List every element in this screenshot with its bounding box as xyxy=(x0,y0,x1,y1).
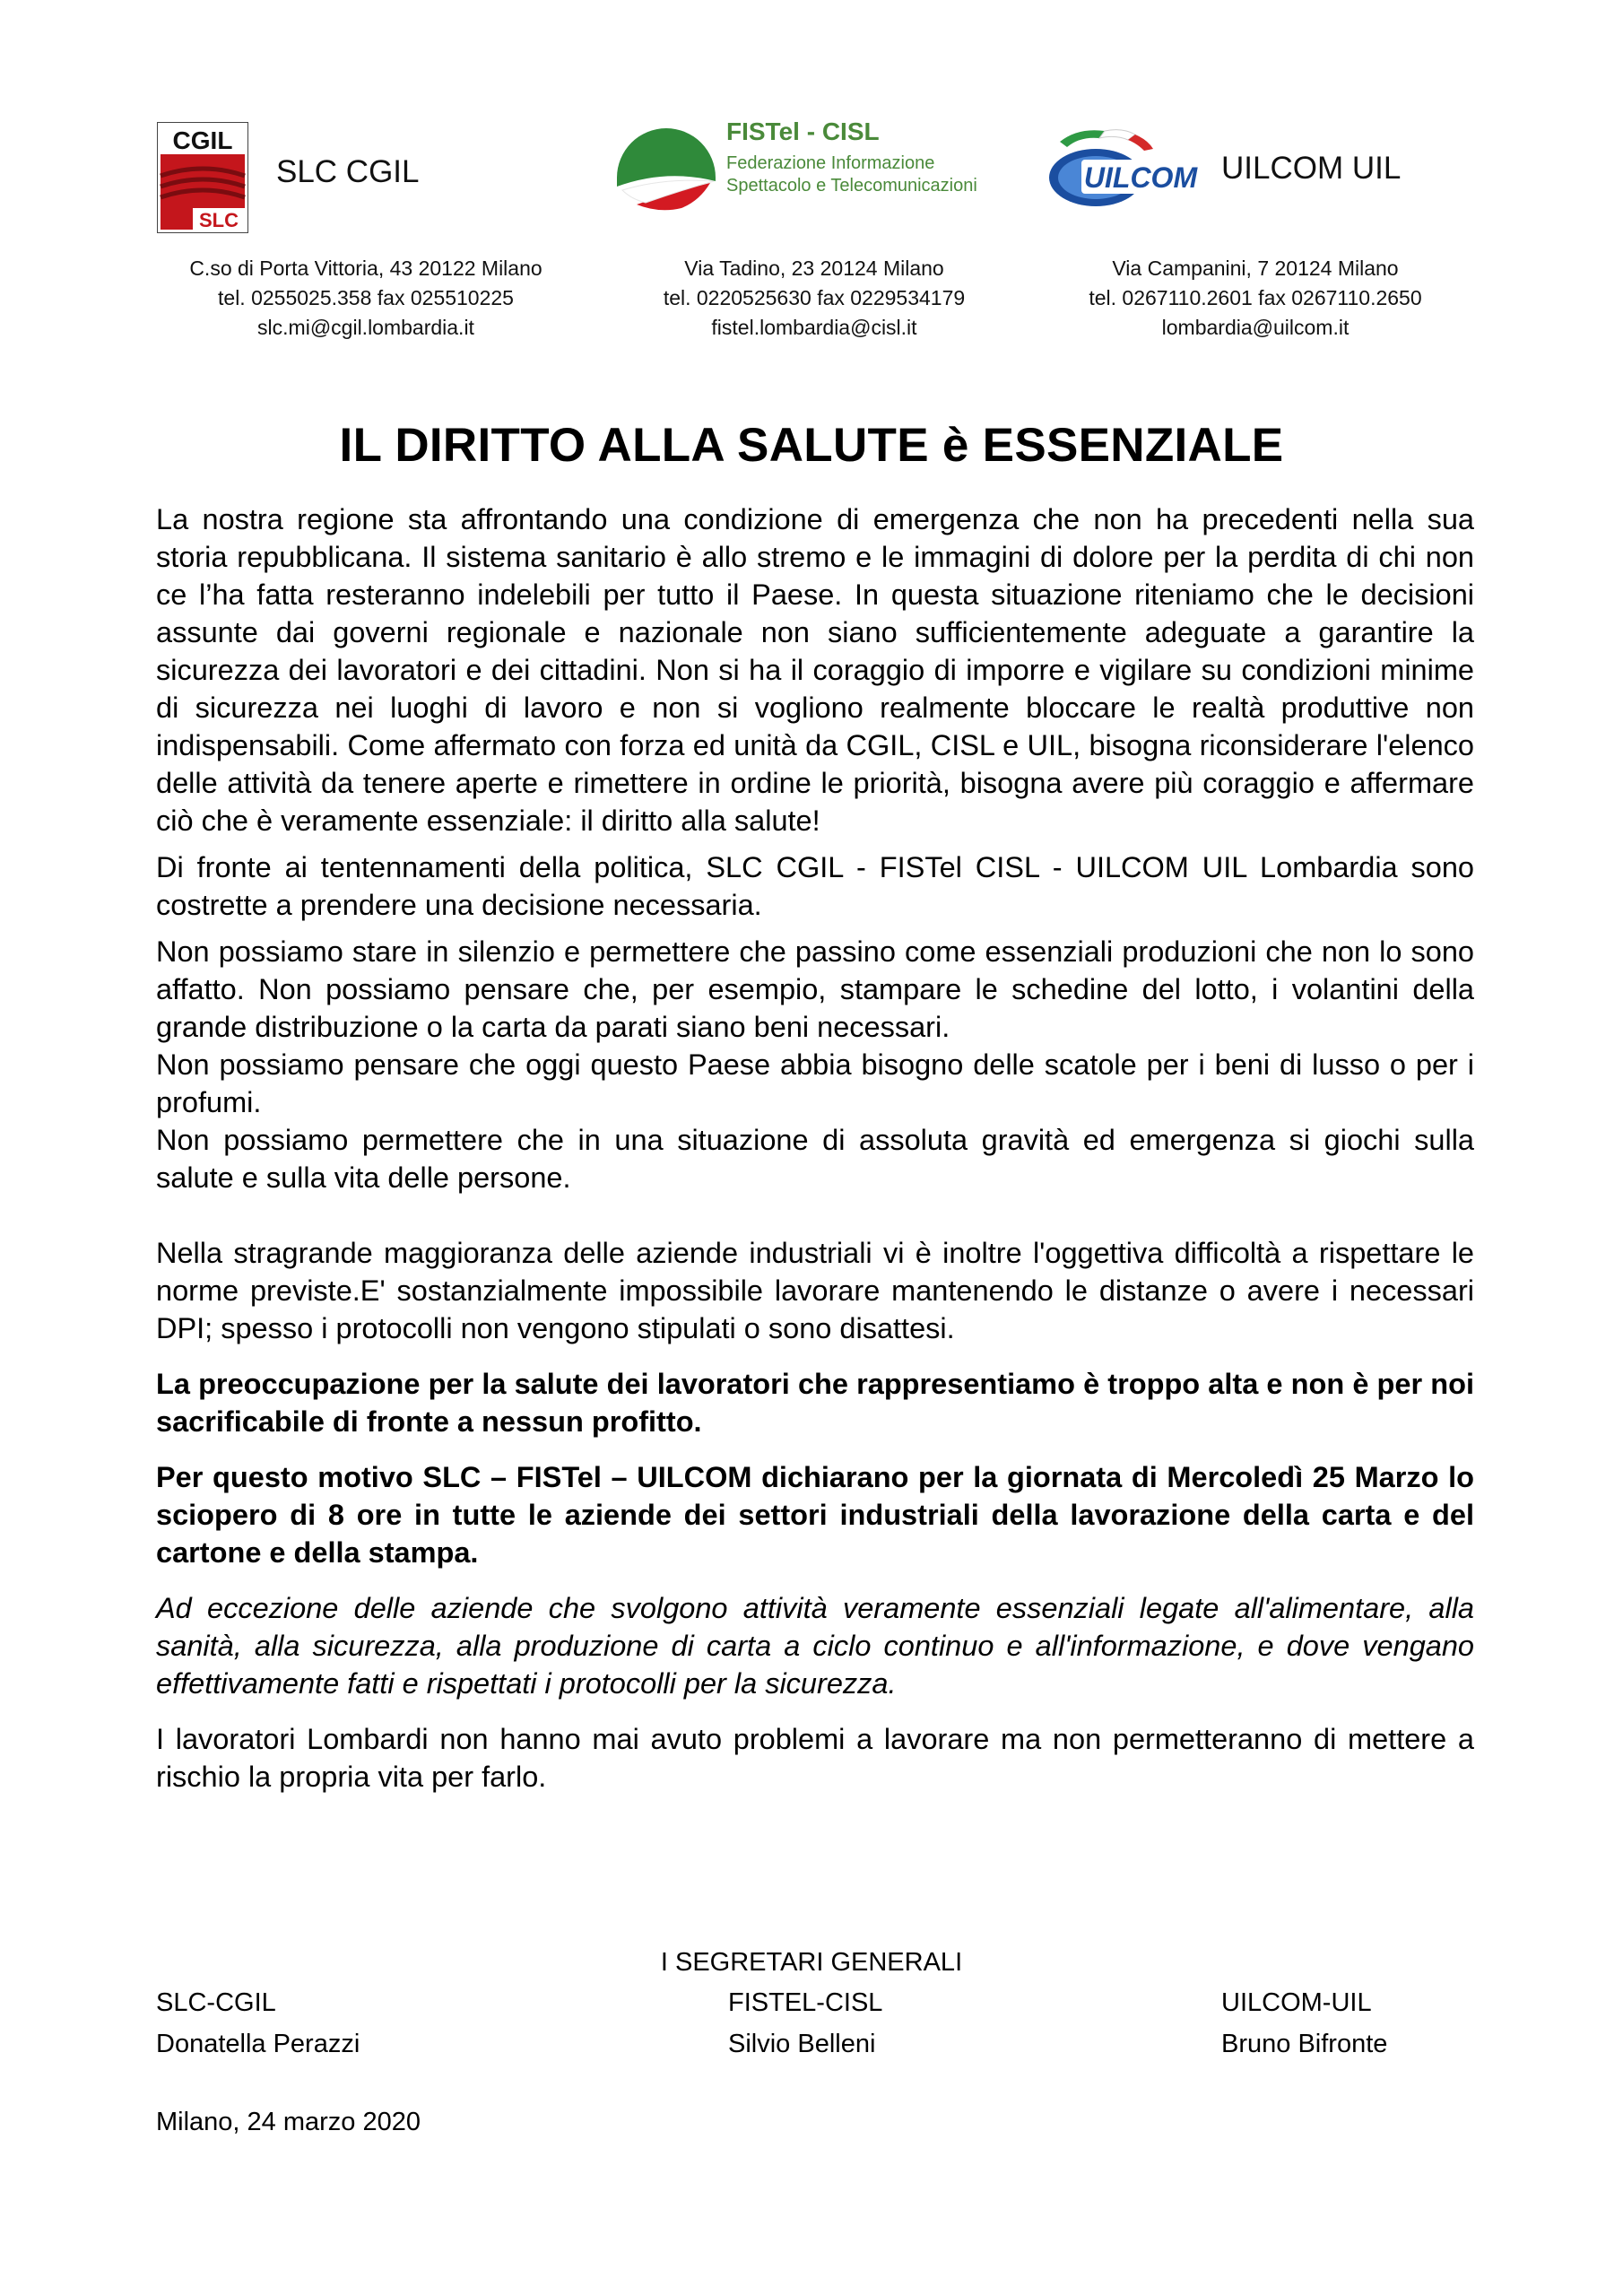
slc-logo-text: SLC xyxy=(199,209,239,231)
uilcom-uil-name: UILCOM UIL xyxy=(1221,151,1402,186)
signature-slc-cgil xyxy=(156,1982,360,2065)
cisl-logo xyxy=(610,115,723,228)
paragraph-9-exceptions: Ad eccezione delle aziende che svolgono attività veramente essenziali legate all'alimentare, alla sanità, alla sicurezza, alla produzione di carta a ciclo continuo e all'informazione, e dove vengano effettivamente fatti e rispettati i protocolli per la sicurezza. xyxy=(156,1592,1474,1700)
signature-org: SLC-CGIL xyxy=(156,1988,276,2017)
signature-name: Donatella Perazzi xyxy=(156,2030,360,2058)
signature-org: UILCOM-UIL xyxy=(1221,1988,1372,2017)
uilcom-logo xyxy=(1042,124,1203,213)
paragraph-4: Non possiamo pensare che oggi questo Paese abbia bisogno delle scatole per i beni di lusso o per i profumi. xyxy=(156,1048,1474,1118)
paragraph-1: La nostra regione sta affrontando una condizione di emergenza che non ha precedenti nella sua storia repubblicana. Il sistema sanitario è allo stremo e le immagini di dolore per la perdita di chi non ce l’ha fatta resteranno indelebili per tutto il Paese. In questa situazione riteniamo che le decisioni assunte dai governi regionale e nazionale non siano sufficientemente adeguate a garantire la sicurezza dei lavoratori e dei cittadini. Non si ha il coraggio di imporre e vigilare su condizioni minime di sicurezza nei luoghi di lavoro e non si vogliono realmente bloccare le realtà produttive non indispensabili. Come affermato con forza ed unità da CGIL, CISL e UIL, bisogna riconsiderare l'elenco delle attività da tenere aperte e rimettere in ordine le priorità, bisogna avere più coraggio e affermare ciò che è veramente essenziale: il diritto alla salute! xyxy=(156,503,1474,837)
uilcom-uil-address: Via Campanini, 7 20124 Milano xyxy=(1112,257,1399,280)
fistel-cisl-contact xyxy=(581,254,1047,343)
slc-cgil-address: C.so di Porta Vittoria, 43 20122 Milano xyxy=(189,257,542,280)
paragraph-10: I lavoratori Lombardi non hanno mai avuto problemi a lavorare ma non permetteranno di mettere a rischio la propria vita per farlo. xyxy=(156,1723,1474,1793)
signature-uilcom-uil xyxy=(1221,1982,1387,2065)
place-and-date: Milano, 24 marzo 2020 xyxy=(156,2108,421,2136)
fistel-cisl-title: FISTel - CISL xyxy=(726,117,880,145)
fistel-cisl-address: Via Tadino, 23 20124 Milano xyxy=(684,257,944,280)
slc-cgil-name: SLC CGIL xyxy=(276,154,420,189)
slc-cgil-email: slc.mi@cgil.lombardia.it xyxy=(257,316,474,339)
signature-fistel-cisl xyxy=(728,1982,882,2065)
signature-name: Bruno Bifronte xyxy=(1221,2030,1388,2058)
fistel-cisl-email: fistel.lombardia@cisl.it xyxy=(711,316,917,339)
slc-cgil-header xyxy=(157,118,444,235)
slc-cgil-phone: tel. 0255025.358 fax 025510225 xyxy=(218,286,514,309)
uilcom-logo-text: UILCOM xyxy=(1083,161,1198,194)
document-title: IL DIRITTO ALLA SALUTE è ESSENZIALE xyxy=(339,419,1284,472)
paragraph-5: Non possiamo permettere che in una situazione di assoluta gravità ed emergenza si giochi sulla salute e sulla vita delle persone. xyxy=(156,1124,1474,1194)
paragraph-8-strike-announcement: Per questo motivo SLC – FISTel – UILCOM dichiarano per la giornata di Mercoledì 25 Marzo lo sciopero di 8 ore in tutte le aziende dei settori industriali della lavorazione della carta e del cartone e della stampa. xyxy=(156,1461,1474,1569)
fistel-cisl-header xyxy=(610,115,1040,231)
uilcom-uil-email: lombardia@uilcom.it xyxy=(1161,316,1350,339)
signature-org: FISTEL-CISL xyxy=(728,1988,883,2017)
paragraph-6: Nella stragrande maggioranza delle aziende industriali vi è inoltre l'oggettiva difficoltà a rispettare le norme previste.E' sostanzialmente impossibile lavorare mantenendo le distanze o avere i necessari DPI; spesso i protocolli non vengono stipulati o sono disattesi. xyxy=(156,1237,1474,1344)
cgil-logo-text: CGIL xyxy=(172,126,233,154)
signature-name: Silvio Belleni xyxy=(728,2030,876,2058)
signatures-heading: I SEGRETARI GENERALI xyxy=(660,1948,963,1977)
paragraph-2: Di fronte ai tentennamenti della politica, SLC CGIL - FISTel CISL - UILCOM UIL Lombardia sono costrette a prendere una decisione necessaria. xyxy=(156,851,1474,921)
document-body xyxy=(156,500,1474,1796)
fistel-subtitle-1: Federazione Informazione xyxy=(726,153,935,173)
slc-cgil-contact xyxy=(133,254,599,343)
uilcom-uil-contact xyxy=(1022,254,1488,343)
cgil-logo xyxy=(157,122,248,233)
paragraph-3: Non possiamo stare in silenzio e permettere che passino come essenziali produzioni che non lo sono affatto. Non possiamo pensare che, per esempio, stampare le schedine del lotto, i volantini della grande distribuzione o la carta da parati siano beni necessari. xyxy=(156,935,1474,1043)
fistel-subtitle-2: Spettacolo e Telecomunicazioni xyxy=(726,176,977,196)
fistel-cisl-phone: tel. 0220525630 fax 0229534179 xyxy=(663,286,966,309)
uilcom-uil-header xyxy=(1042,115,1436,231)
uilcom-uil-phone: tel. 0267110.2601 fax 0267110.2650 xyxy=(1089,286,1422,309)
paragraph-7-bold: La preoccupazione per la salute dei lavoratori che rappresentiamo è troppo alta e non è per noi sacrificabile di fronte a nessun profitto. xyxy=(156,1368,1474,1438)
